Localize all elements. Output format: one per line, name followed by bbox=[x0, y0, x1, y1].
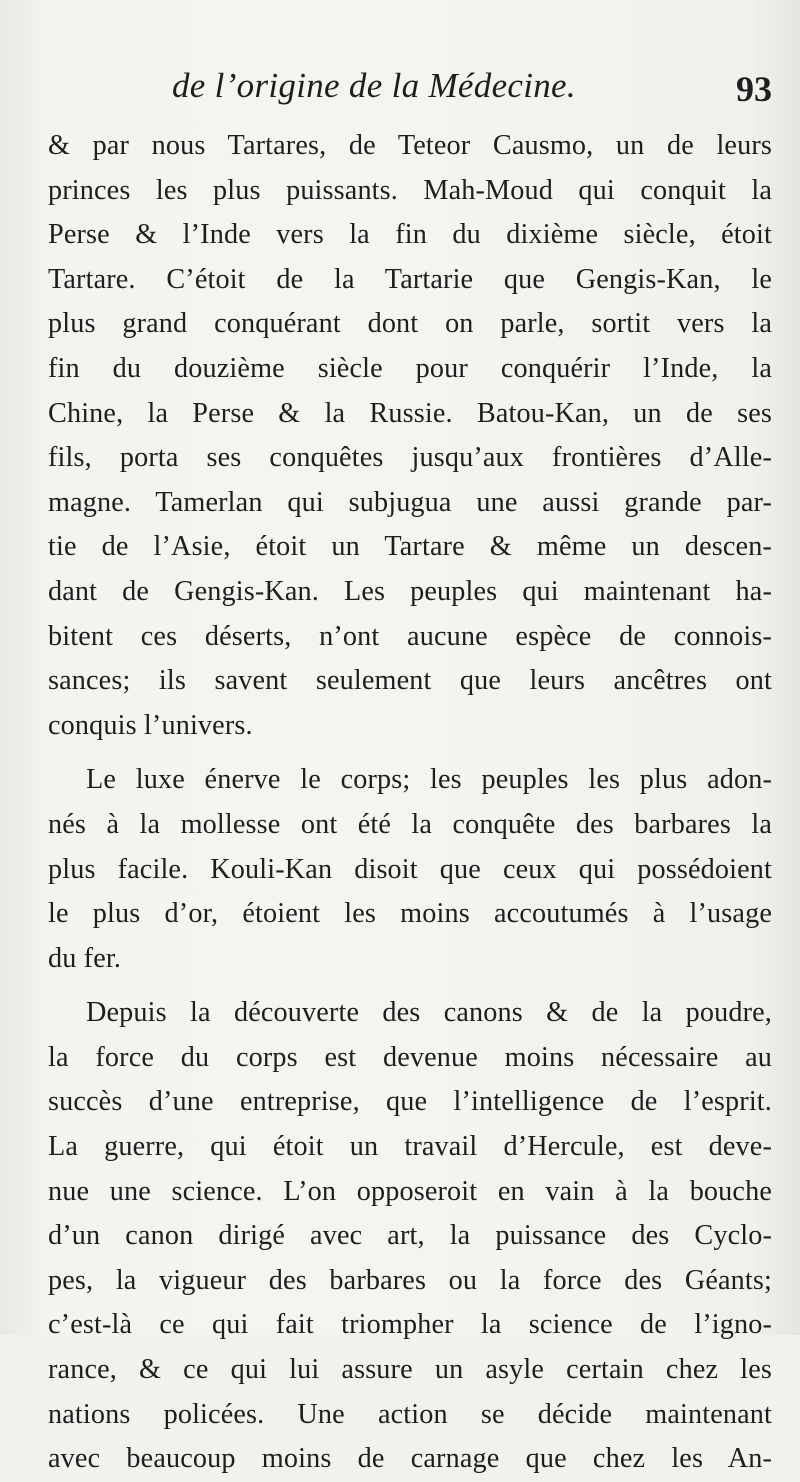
text-line: le plus d’or, étoient les moins accoutumés à l’usage bbox=[48, 898, 772, 930]
text-line: plus grand conquérant dont on parle, sortit vers la bbox=[48, 308, 772, 340]
text-line: rance, & ce qui lui assure un asyle certain chez les bbox=[48, 1354, 772, 1386]
text-line: nés à la mollesse ont été la conquête des barbares la bbox=[48, 808, 772, 840]
text-line: la force du corps est devenue moins nécessaire au bbox=[48, 1041, 772, 1073]
text-line: bitent ces déserts, n’ont aucune espèce de connois- bbox=[48, 620, 772, 652]
running-title: de l’origine de la Médecine. bbox=[172, 66, 576, 105]
text-line: pes, la vigueur des barbares ou la force des Géants; bbox=[48, 1264, 772, 1296]
text-line: Tartare. C’étoit de la Tartarie que Gengis-Kan, le bbox=[48, 263, 772, 295]
paragraph-gap bbox=[48, 748, 772, 758]
text-line: fils, porta ses conquêtes jusqu’aux frontières d’Alle- bbox=[48, 442, 772, 474]
text-line: tie de l’Asie, étoit un Tartare & même un descen- bbox=[48, 531, 772, 563]
body-text bbox=[48, 124, 772, 1482]
text-line: avec beaucoup moins de carnage que chez les An- bbox=[48, 1443, 772, 1475]
text-line: dant de Gengis-Kan. Les peuples qui maintenant ha- bbox=[48, 575, 772, 607]
text-line: La guerre, qui étoit un travail d’Hercule, est deve- bbox=[48, 1131, 772, 1163]
text-line: Chine, la Perse & la Russie. Batou-Kan, un de ses bbox=[48, 397, 772, 429]
text-line: d’un canon dirigé avec art, la puissance des Cyclo- bbox=[48, 1220, 772, 1252]
page-header bbox=[52, 66, 772, 116]
text-line: du fer. bbox=[48, 942, 122, 974]
text-line: magne. Tamerlan qui subjugua une aussi grande par- bbox=[48, 486, 772, 518]
text-line: conquis l’univers. bbox=[48, 709, 253, 741]
page-number: 93 bbox=[736, 69, 772, 109]
text-line: sances; ils savent seulement que leurs ancêtres ont bbox=[48, 665, 772, 697]
text-line: c’est-là ce qui fait triompher la science de l’igno- bbox=[48, 1309, 772, 1341]
text-line: Depuis la découverte des canons & de la poudre, bbox=[86, 997, 772, 1029]
paragraph-gap bbox=[48, 981, 772, 991]
text-line: Le luxe énerve le corps; les peuples les plus adon- bbox=[86, 764, 772, 796]
text-line: & par nous Tartares, de Teteor Causmo, un de leurs bbox=[48, 130, 772, 161]
text-line: Perse & l’Inde vers la fin du dixième siècle, étoit bbox=[48, 219, 772, 251]
text-line: nue une science. L’on opposeroit en vain à la bouche bbox=[48, 1175, 772, 1207]
text-line: succès d’une entreprise, que l’intelligence de l’esprit. bbox=[48, 1086, 772, 1118]
text-line: princes les plus puissants. Mah-Moud qui conquit la bbox=[48, 174, 772, 206]
text-line: fin du douzième siècle pour conquérir l’Inde, la bbox=[48, 352, 772, 384]
text-line: nations policées. Une action se décide maintenant bbox=[48, 1398, 772, 1430]
text-line: plus facile. Kouli-Kan disoit que ceux qui possédoient bbox=[48, 853, 772, 885]
